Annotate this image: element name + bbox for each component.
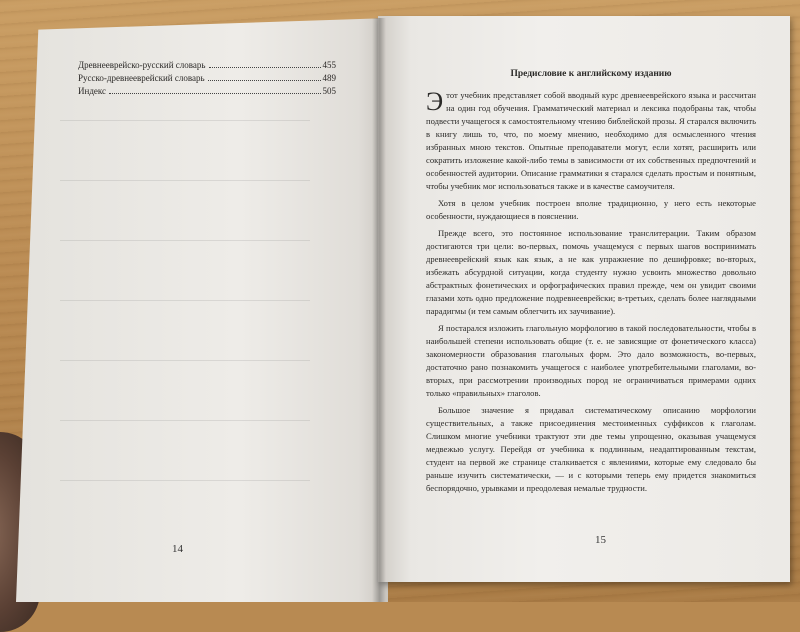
paragraph: Большое значение я придавал систематическому описанию морфологии существительных, а также присоединения местоименных суффиксов к глаголам. Слишком многие учебники трактуют эти две темы упрощенно, оказывая учащемуся медвежью услугу. Перейдя от учебника к подлинным, неадаптированным текстам, студент на первой же странице сталкивается с явлениями, которые ему следовало бы раньше изучить систематически, — и с которыми теперь ему придется знакомиться беспорядочно, урывками и преодолевая немалые трудности. <box>426 405 756 493</box>
show-through-line <box>60 240 310 241</box>
preface-heading: Предисловие к английскому изданию <box>510 69 672 79</box>
paragraph: Хотя в целом учебник построен вполне традиционно, у него есть некоторые особенности, нуждающиеся в пояснении. <box>426 198 756 221</box>
show-through-line <box>60 480 310 481</box>
right-page-number: 15 <box>595 534 606 546</box>
toc-entry <box>78 60 336 73</box>
show-through-line <box>60 420 310 421</box>
show-through-line <box>60 120 310 121</box>
toc-entry-title: Индекс <box>78 86 107 96</box>
show-through-line <box>60 360 310 361</box>
paragraph: Прежде всего, это постоянное использование транслитерации. Таким образом достигаются три цели: во-первых, помочь учащемуся с первых шагов воспринимать древнееврейский язык как язык, а не как упражнение по дешифровке; во-вторых, избежать абсурдной ситуации, когда студенту нужно усвоить множество довольно абстрактных фонетических и орфографических правил прежде, чем он увидит своими глазами хоть одно предложение подревнееврейски; в-третьих, сделать более наглядными парадигмы (и тем самым облегчить их заучивание). <box>426 228 756 316</box>
toc-entry-page: 505 <box>322 86 336 96</box>
table-of-contents <box>78 60 336 99</box>
drop-cap: Э <box>426 87 444 116</box>
show-through-line <box>60 300 310 301</box>
toc-entry <box>78 73 336 86</box>
toc-entry-page: 489 <box>322 73 336 83</box>
left-page <box>16 18 388 602</box>
toc-entry-title: Древнееврейско-русский словарь <box>78 60 206 70</box>
paragraph <box>426 89 756 193</box>
toc-leader-dots <box>209 67 321 68</box>
preface-text <box>426 68 756 499</box>
toc-entry-title: Русско-древнееврейский словарь <box>78 73 205 83</box>
toc-leader-dots <box>109 93 320 94</box>
toc-leader-dots <box>208 80 321 81</box>
toc-entry <box>78 86 336 99</box>
left-page-number: 14 <box>172 543 183 555</box>
paragraph-text: тот учебник представляет собой вводный курс древнееврейского языка и рассчитан на один год обучения. Грамматический материал и лексика подобраны так, чтобы подвести учащегося к самостоятельному чтению библейской прозы. Я старался включить в книгу лишь то, что, по моему мнению, необходимо для осмысленного чтения избранных мною текстов. Опытные преподаватели могут, если хотят, расширить или сократить изложение какой-либо темы в зависимости от их собственных предпочтений и особенностей аудитории. Описание грамматики я старался сделать простым и понятным, чтобы учебник мог использоваться также и в качестве самоучителя. <box>426 90 756 191</box>
show-through-line <box>60 180 310 181</box>
book-gutter <box>372 18 386 602</box>
toc-entry-page: 455 <box>322 60 336 70</box>
paragraph: Я постарался изложить глагольную морфологию в такой последовательности, чтобы в наибольшей степени использовать общие (т. е. не зависящие от фонетического класса) закономерности образования глагольных форм. Это дало возможность, во-первых, достаточно рано познакомить учащегося с наиболее употребительными глаголами, во-вторых, при рассмотрении производных пород не ограничиваться примерами одних только «правильных» глаголов. <box>426 323 756 398</box>
